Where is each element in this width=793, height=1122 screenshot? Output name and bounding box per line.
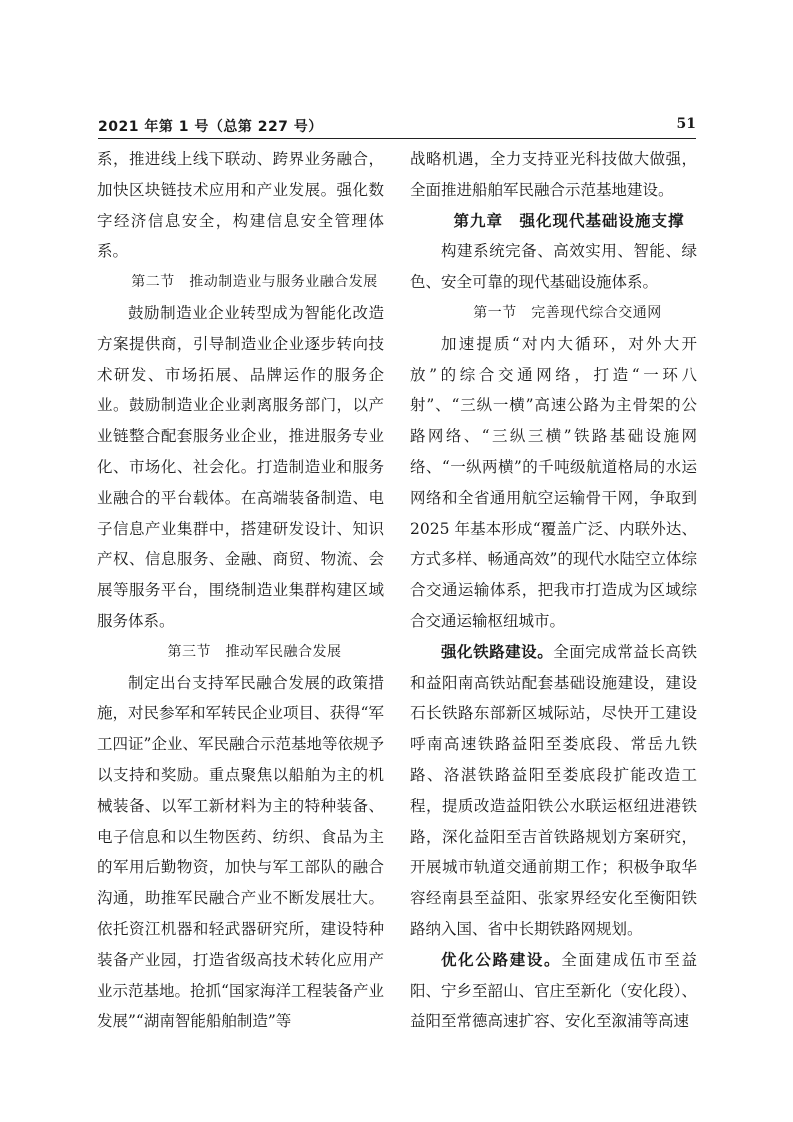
paragraph: 加速提质“对内大循环，对外大开放”的综合交通网络，打造“一环八射”、“三纵一横”高速公路为主骨架的公路网络、“三纵三横”铁路基础设施网络、“一纵两横”的千吨级航道格局的水运网络和全省通用航空运输骨干网，争取到 2025 年基本形成“覆盖广泛、内联外达、方式多样、畅通高效”的现代水陆空立体综合交通运输体系，把我市打造成为区域综合交通运输枢纽城市。 <box>410 334 697 630</box>
paragraph <box>410 945 697 1037</box>
chapter-heading: 第九章 强化现代基础设施支撑 <box>453 211 685 230</box>
section-heading: 第二节 推动制造业与服务业融合发展 <box>131 274 378 291</box>
issue-label: 2021 年第 1 号（总第 227 号） <box>98 119 323 135</box>
paragraph: 战略机遇，全力支持亚光科技做大做强，全面推进船舶军民融合示范基地建设。 <box>410 150 697 199</box>
paragraph: 鼓励制造业企业转型成为智能化改造方案提供商，引导制造业企业逐步转向技术研发、市场拓展、品牌运作的服务企业。鼓励制造业企业剥离服务部门，以产业链整合配套服务业企业，推进服务专业化、市场化、社会化。打造制造业和服务业融合的平台载体。在高端装备制造、电子信息产业集群中，搭建研发设计、知识产权、信息服务、金融、商贸、物流、会展等服务平台，围绕制造业集群构建区域服务体系。 <box>97 303 384 630</box>
paragraph-body: 全面完成常益长高铁和益阳南高铁站配套基础设施建设，建设石长铁路东部新区城际站，尽快开工建设呼南高速铁路益阳至娄底段、常岳九铁路、洛湛铁路益阳至娄底段扩能改造工程，提质改造益阳铁公水联运枢纽进港铁路，深化益阳至吉首铁路规划方案研究，开展城市轨道交通前期工作；积极争取华容经南县至益阳、张家界经安化至衡阳铁路纳入国、省中长期铁路网规划。 <box>410 642 697 938</box>
section-heading: 第一节 完善现代综合交通网 <box>473 304 662 321</box>
paragraph: 构建系统完备、高效实用、智能、绿色、安全可靠的现代基础设施体系。 <box>410 242 697 292</box>
paragraph-lead: 强化铁路建设。 <box>441 642 554 661</box>
paragraph <box>410 637 697 945</box>
left-column <box>97 144 384 1037</box>
paragraph: 制定出台支持军民融合发展的政策措施，对民参军和军转民企业项目、获得“军工四证”企业、军民融合示范基地等依规予以支持和奖励。重点聚焦以船舶为主的机械装备、以军工新材料为主的特种装备、电子信息和以生物医药、纺织、食品为主的军用后勤物资，加快与军工部队的融合沟通，助推军民融合产业不断发展壮大。依托资江机器和轻武器研究所，建设特种装备产业园，打造省级高技术转化应用产业示范基地。抢抓“国家海洋工程装备产业发展”“湖南智能船舶制造”等 <box>97 673 384 1031</box>
paragraph-body: 全面建成伍市至益阳、宁乡至韶山、官庄至新化（安化段）、益阳至常德高速扩容、安化至溆浦等高速 <box>410 950 697 1031</box>
right-column <box>410 144 697 1037</box>
paragraph: 系，推进线上线下联动、跨界业务融合，加快区块链技术应用和产业发展。强化数字经济信息安全，构建信息安全管理体系。 <box>97 150 384 261</box>
paragraph-lead: 优化公路建设。 <box>441 950 562 969</box>
section-heading: 第三节 推动军民融合发展 <box>167 643 342 660</box>
page-number: 51 <box>676 116 696 132</box>
running-header <box>98 114 696 139</box>
